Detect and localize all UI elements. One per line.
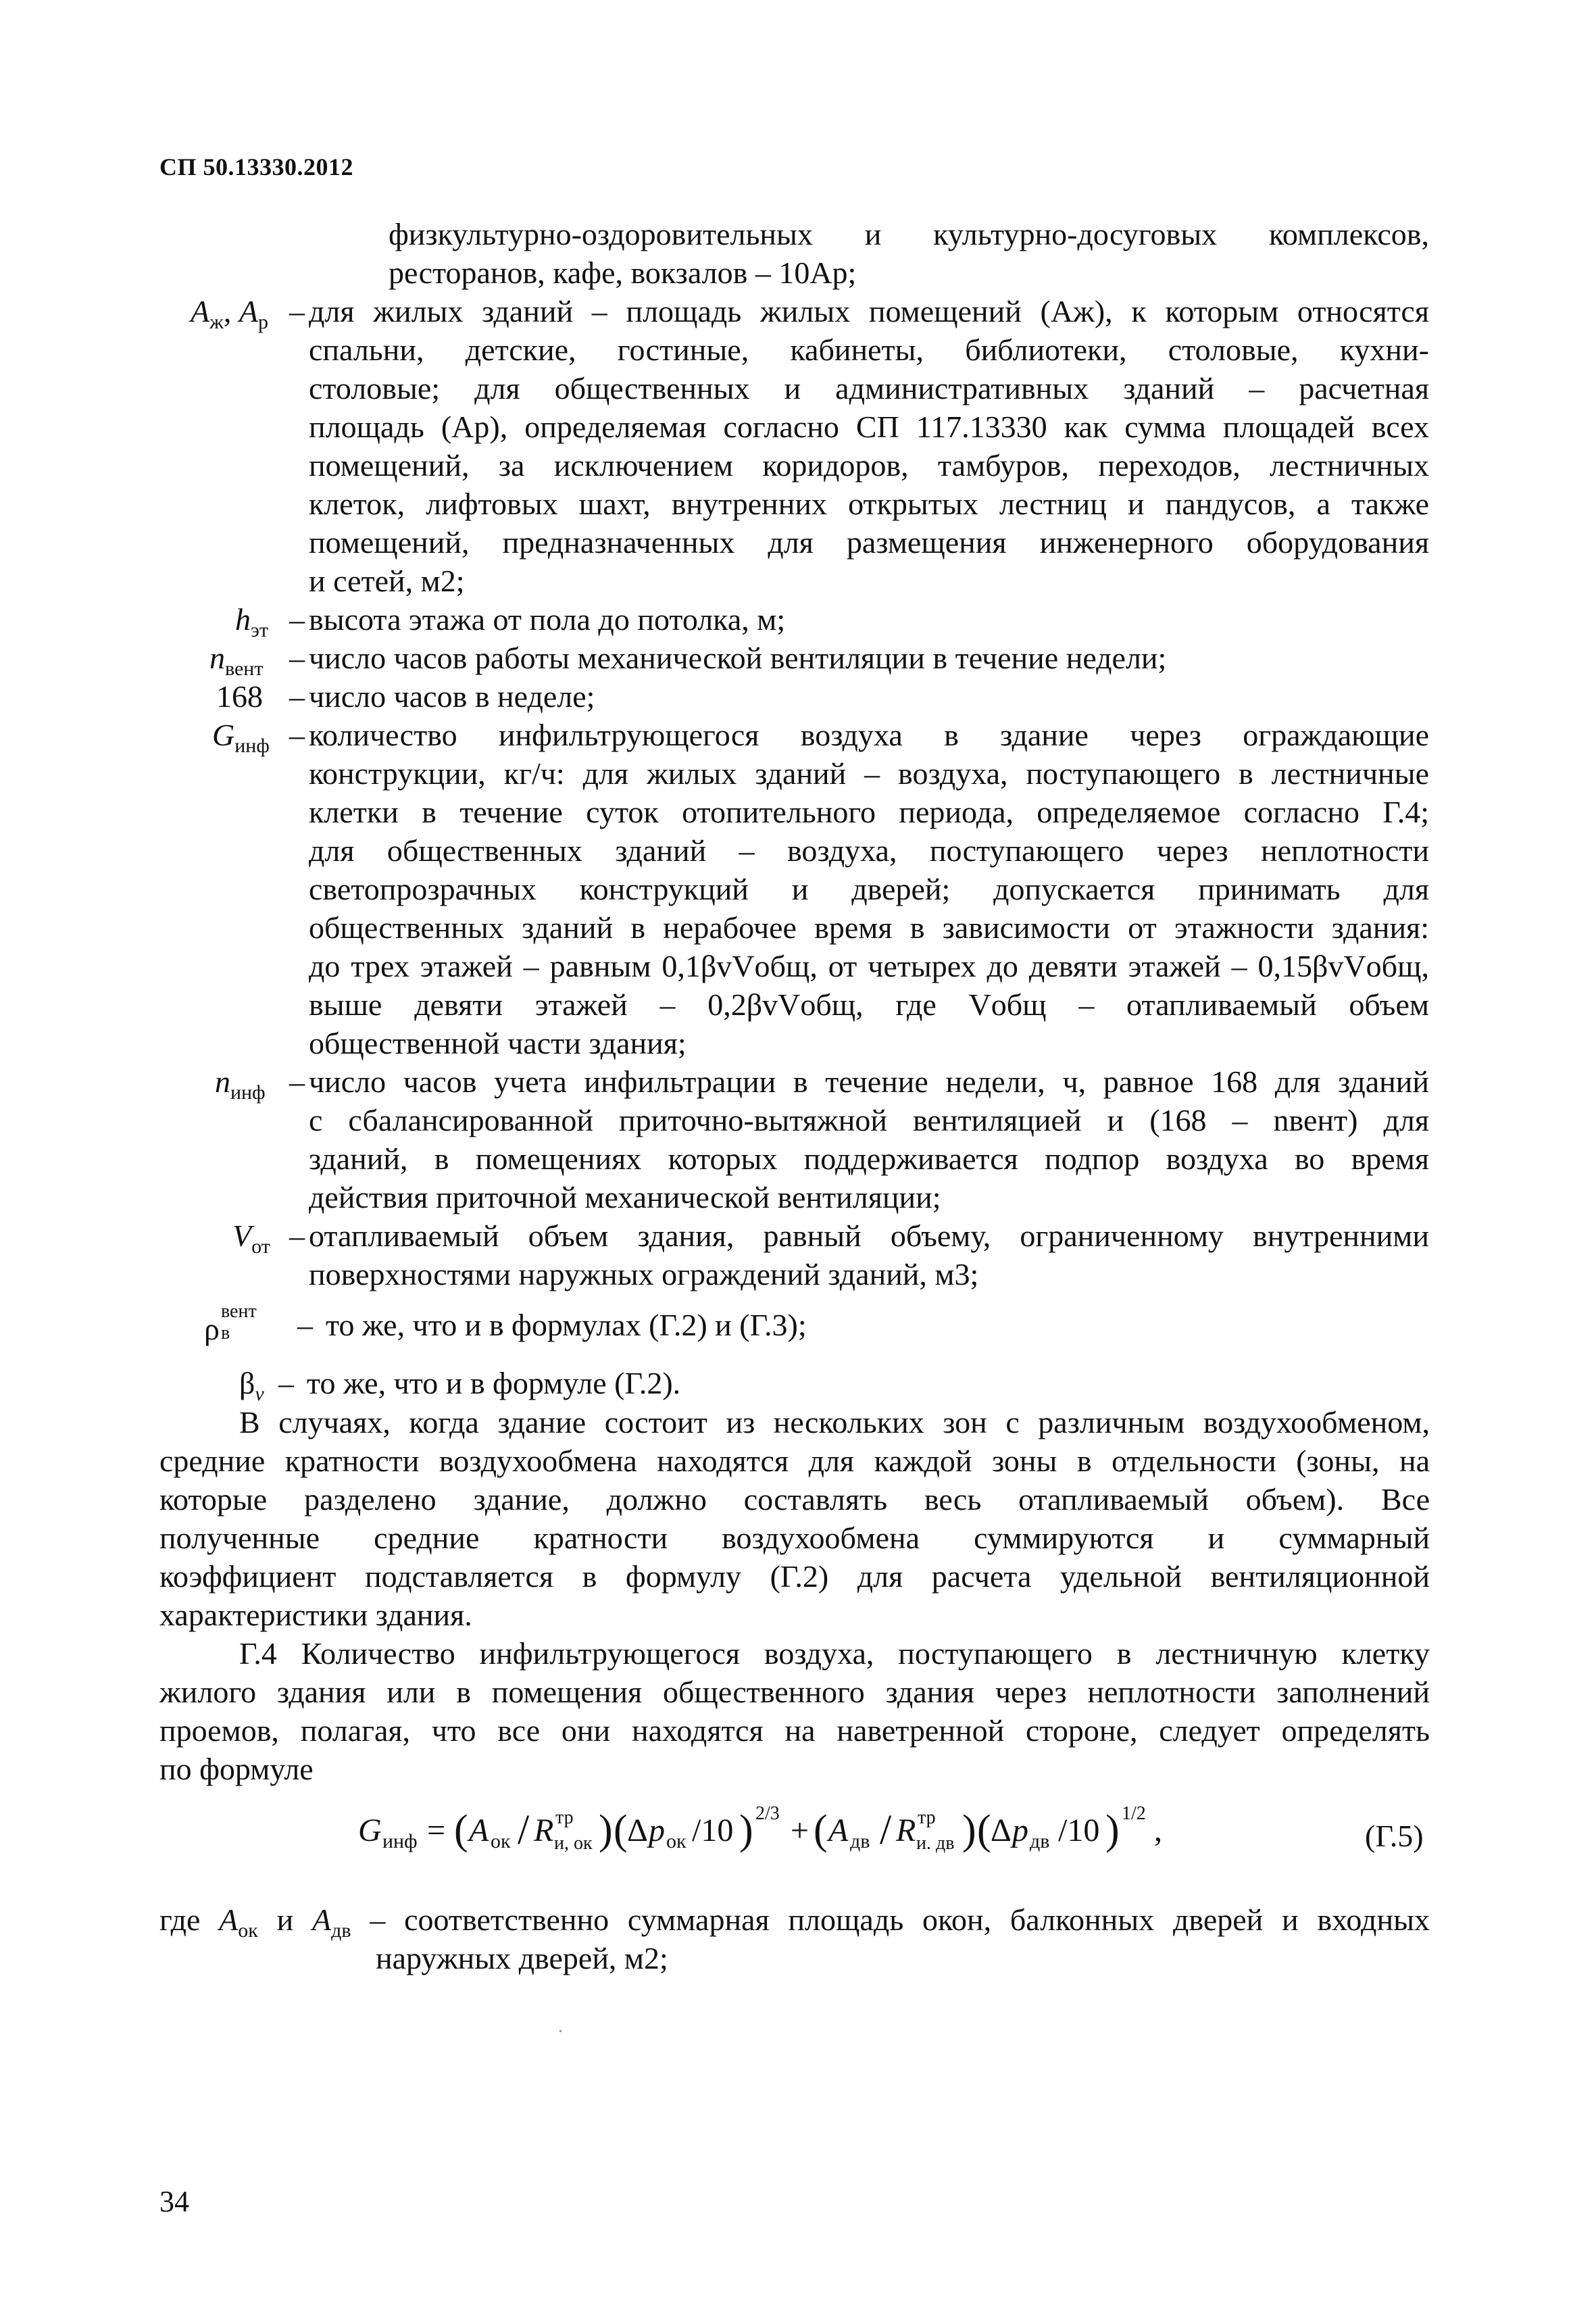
where-text: соответственно суммарная площадь окон, балконных дверей и входных xyxy=(404,1902,1430,1937)
definition-body xyxy=(309,1062,1429,1216)
definition-n-inf xyxy=(0,1062,1596,1214)
definition-body xyxy=(309,1216,1429,1294)
svg-text:ок: ок xyxy=(666,1830,687,1852)
svg-text:R: R xyxy=(896,1813,916,1848)
svg-text:p: p xyxy=(1012,1813,1028,1848)
definition-line: светопрозрачных конструкций и дверей; допускается принимать для xyxy=(309,872,1429,906)
definition-line: и сетей, м2; xyxy=(309,564,465,598)
definition-v-ot xyxy=(0,1216,1596,1291)
definition-dash: – xyxy=(289,679,305,714)
svg-text:): ) xyxy=(739,1807,753,1853)
definition-body xyxy=(307,1364,1427,1402)
document-code-header: СП 50.13330.2012 xyxy=(159,153,353,180)
continuation-line xyxy=(389,253,1429,292)
definition-term: ρ вент в xyxy=(204,1301,257,1346)
definition-line: столовые; для общественных и административных зданий – расчетная xyxy=(309,371,1429,405)
where-clause xyxy=(159,1900,1430,1977)
definition-term: $\beta_v$ xyxy=(239,1366,264,1405)
svg-text:(: ( xyxy=(454,1807,468,1853)
definition-term: $n_{инф}$ xyxy=(215,1064,266,1104)
paragraph-line: характеристики здания. xyxy=(159,1598,472,1632)
definition-line: для жилых зданий – площадь жилых помещений (Aж), к которым относятся xyxy=(309,294,1429,328)
paragraph-line: жилого здания или в помещения общественного здания через неплотности заполнений xyxy=(159,1675,1430,1709)
definition-body xyxy=(309,639,1429,677)
definition-line: число часов работы механической вентиляции в течение недели; xyxy=(309,641,1167,675)
definition-beta-v xyxy=(0,1364,1596,1405)
definition-body xyxy=(309,716,1429,1062)
definition-dash: – xyxy=(289,1218,305,1253)
definition-line: общественной части здания; xyxy=(309,1026,687,1060)
definition-line: общественных зданий в нерабочее время в зависимости от этажности здания: xyxy=(309,910,1429,945)
formula-expression xyxy=(351,1799,1230,1860)
definition-term: $G_{инф}$ xyxy=(212,718,270,757)
svg-text:p: p xyxy=(649,1813,665,1848)
svg-text:дв: дв xyxy=(1030,1830,1050,1852)
definition-term: $h_{эт}$ xyxy=(235,602,268,641)
definition-body xyxy=(309,292,1429,600)
definition-dash: – xyxy=(289,1064,305,1099)
definition-dash: – xyxy=(289,294,305,328)
definition-line: помещений, предназначенных для размещения инженерного оборудования xyxy=(309,525,1429,560)
definition-dash: – xyxy=(289,602,305,637)
definition-line: высота этажа от пола до потолка, м; xyxy=(309,602,786,637)
svg-text:/10: /10 xyxy=(692,1813,734,1848)
scan-artifact xyxy=(559,2030,562,2032)
definition-body xyxy=(309,677,1429,716)
definition-term: $A_ж$, $A_р$ xyxy=(191,294,268,333)
svg-text:/: / xyxy=(518,1807,530,1853)
svg-text:и, ок: и, ок xyxy=(554,1833,593,1854)
paragraph-line: проемов, полагая, что все они находятся на наветренной стороне, следует определять xyxy=(159,1713,1430,1748)
svg-text:R: R xyxy=(534,1813,554,1848)
paragraph-line: полученные средние кратности воздухообмена суммируются и суммарный xyxy=(159,1521,1430,1555)
definition-line: отапливаемый объем здания, равный объему, ограниченному внутренними xyxy=(309,1218,1429,1253)
definition-body xyxy=(326,1306,1446,1344)
paragraph-line: коэффициент подставляется в формулу (Г.2) для расчета удельной вентиляционной xyxy=(159,1559,1430,1594)
where-line: где $A_{ок}$ и $A_{дв}$ – соответственно суммарная площадь окон, балконных дверей и входных xyxy=(159,1902,1430,1942)
svg-text:A: A xyxy=(828,1813,849,1848)
svg-text:Δ: Δ xyxy=(627,1813,648,1848)
definition-line: зданий, в помещениях которых поддерживается подпор воздуха во время xyxy=(309,1141,1429,1176)
svg-text:(: ( xyxy=(977,1807,991,1853)
svg-text:,: , xyxy=(1154,1813,1162,1848)
continuation-text: ресторанов, кафе, вокзалов – 10Aр; xyxy=(389,255,857,290)
definition-line: действия приточной механической вентиляции; xyxy=(309,1180,941,1214)
definition-line: число часов в неделе; xyxy=(309,679,595,714)
formula-g5 xyxy=(0,1799,1596,1860)
svg-text:+: + xyxy=(791,1813,809,1848)
definition-line: конструкции, кг/ч: для жилых зданий – воздуха, поступающего в лестничные xyxy=(309,756,1429,791)
definition-dash: – xyxy=(297,1308,313,1342)
svg-text:тр: тр xyxy=(555,1807,574,1828)
definition-rho-vent xyxy=(0,1301,1596,1346)
definition-term: 168 xyxy=(216,679,263,714)
definition-line: число часов учета инфильтрации в течение недели, ч, равное 168 для зданий xyxy=(309,1064,1429,1099)
definition-body xyxy=(309,600,1429,639)
paragraph-line: по формуле xyxy=(159,1752,314,1786)
definition-line: поверхностями наружных ограждений зданий, м3; xyxy=(309,1257,979,1291)
definition-line: спальни, детские, гостиные, кабинеты, библиотеки, столовые, кухни- xyxy=(309,333,1429,367)
definition-a-zh-a-r xyxy=(0,292,1596,598)
definition-h-et xyxy=(0,600,1596,639)
paragraph-line: средние кратности воздухообмена находятся для каждой зоны в отдельности (зоны, на xyxy=(159,1444,1430,1478)
definition-term: $n_{вент}$ xyxy=(209,641,264,680)
definition-n-vent xyxy=(0,639,1596,680)
definition-line: с сбалансированной приточно-вытяжной вентиляцией и (168 – nвент) для xyxy=(309,1103,1429,1137)
definition-line: площадь (Aр), определяемая согласно СП 117.13330 как сумма площадей всех xyxy=(309,410,1429,444)
definition-line: то же, что и в формулах (Г.2) и (Г.3); xyxy=(326,1308,807,1342)
svg-text:/: / xyxy=(880,1807,892,1853)
svg-text:тр: тр xyxy=(918,1807,936,1828)
svg-text:(: ( xyxy=(614,1807,628,1853)
svg-text:(: ( xyxy=(814,1807,828,1853)
svg-text:): ) xyxy=(599,1807,613,1853)
page-number: 34 xyxy=(159,2185,189,2218)
paragraph-zones xyxy=(159,1403,1430,1634)
svg-text:Δ: Δ xyxy=(991,1813,1012,1848)
svg-text:2/3: 2/3 xyxy=(755,1803,780,1824)
definition-line: то же, что и в формуле (Г.2). xyxy=(307,1366,681,1400)
svg-text:): ) xyxy=(962,1807,976,1853)
paragraph-g4 xyxy=(159,1634,1430,1788)
definition-dash: – xyxy=(278,1366,294,1400)
definition-g-inf xyxy=(0,716,1596,1060)
definition-168 xyxy=(0,677,1596,716)
continuation-line: физкультурно-оздоровительных и культурно-досуговых комплексов, xyxy=(389,217,1429,251)
definition-line: клеток, лифтовых шахт, внутренних открытых лестниц и пандусов, а также xyxy=(309,487,1429,521)
formula-number: (Г.5) xyxy=(1365,1819,1424,1853)
where-line: наружных дверей, м2; xyxy=(376,1941,668,1975)
svg-text:инф: инф xyxy=(382,1830,418,1852)
definition-term: $V_{от}$ xyxy=(232,1218,270,1258)
svg-text:дв: дв xyxy=(850,1830,870,1852)
definition-line: клетки в течение суток отопительного периода, определяемое согласно Г.4; xyxy=(309,795,1429,829)
svg-text:и. дв: и. дв xyxy=(916,1833,955,1854)
svg-text:ок: ок xyxy=(491,1830,511,1852)
definition-line: помещений, за исключением коридоров, тамбуров, переходов, лестничных xyxy=(309,448,1429,483)
definition-line: выше девяти этажей – 0,2βvVобщ, где Vобщ – отапливаемый объем xyxy=(309,987,1429,1022)
svg-text:): ) xyxy=(1105,1807,1120,1853)
svg-text:A: A xyxy=(469,1813,489,1848)
definition-dash: – xyxy=(289,718,305,752)
paragraph-line: В случаях, когда здание состоит из нескольких зон с различным воздухообменом, xyxy=(239,1405,1430,1439)
definition-line: для общественных зданий – воздуха, поступающего через неплотности xyxy=(309,833,1429,868)
definition-line: до трех этажей – равным 0,1βvVобщ, от четырех до девяти этажей – 0,15βvVобщ, xyxy=(309,949,1429,983)
svg-text:=: = xyxy=(427,1813,446,1848)
svg-text:1/2: 1/2 xyxy=(1122,1803,1146,1824)
definition-dash: – xyxy=(289,641,305,675)
paragraph-line: которые разделено здание, должно составлять весь отапливаемый объем). Все xyxy=(159,1482,1430,1517)
svg-text:/10: /10 xyxy=(1058,1813,1100,1848)
svg-text:G: G xyxy=(358,1813,382,1848)
definition-line: количество инфильтрующегося воздуха в здание через ограждающие xyxy=(309,718,1429,752)
paragraph-line: Г.4 Количество инфильтрующегося воздуха, поступающего в лестничную клетку xyxy=(239,1636,1430,1671)
